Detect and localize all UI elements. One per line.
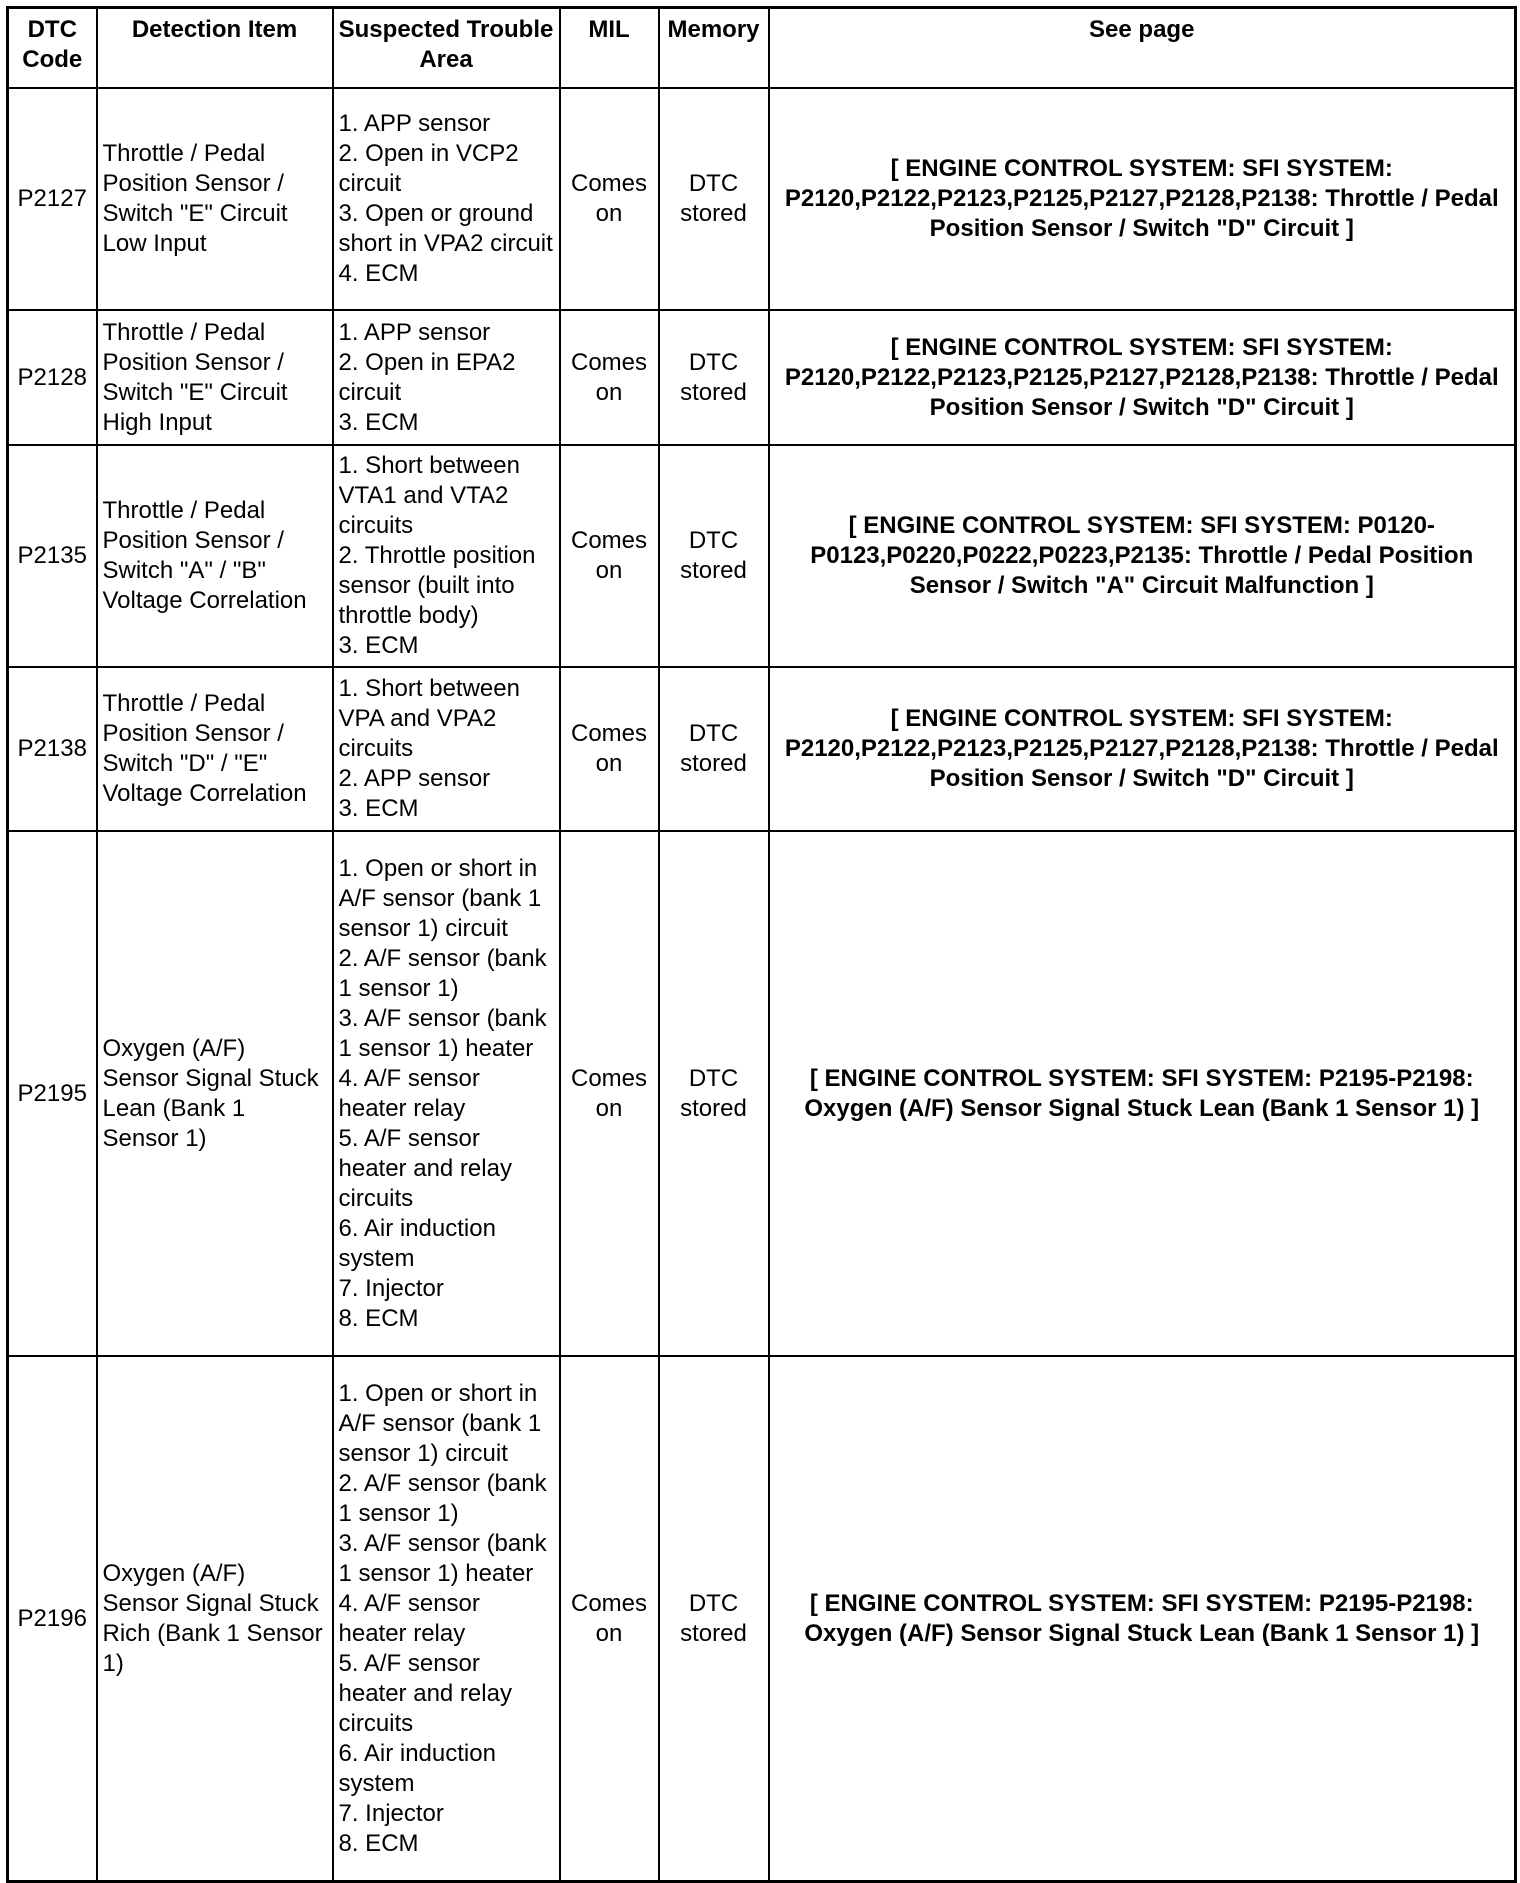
dtc-code-cell: P2195 [8,831,97,1356]
header-memory: Memory [659,8,769,89]
table-row [8,310,1516,445]
trouble-area-line: 3. ECM [338,632,419,659]
mil-cell: Comes on [560,88,659,310]
memory-cell: DTC stored [659,1356,769,1882]
header-see-page: See page [769,8,1516,89]
trouble-area-line: 1. Short between VPA and VPA2 circuits [338,675,520,762]
see-page-link[interactable]: [ ENGINE CONTROL SYSTEM: SFI SYSTEM: P2195-P2198: Oxygen (A/F) Sensor Signal Stuck Lean (Bank 1 Sensor 1) ] [769,831,1516,1356]
see-page-link[interactable]: [ ENGINE CONTROL SYSTEM: SFI SYSTEM: P0120-P0123,P0220,P0222,P0223,P2135: Throttle / Pedal Position Sensor / Switch "A" Circuit Malfunction ] [769,445,1516,667]
trouble-area-line: 7. Injector [338,1799,444,1827]
trouble-area-line: 8. ECM [338,1829,419,1857]
mil-cell: Comes on [560,831,659,1356]
see-page-link[interactable]: [ ENGINE CONTROL SYSTEM: SFI SYSTEM: P2195-P2198: Oxygen (A/F) Sensor Signal Stuck Lean (Bank 1 Sensor 1) ] [769,1356,1516,1882]
trouble-area-line: 4. ECM [338,260,419,287]
detection-item-cell: Throttle / Pedal Position Sensor / Switch "D" / "E" Voltage Correlation [97,667,333,831]
trouble-area-line: 2. APP sensor [338,765,491,792]
header-row [8,8,1516,89]
detection-item-cell: Throttle / Pedal Position Sensor / Switch "E" Circuit Low Input [97,88,333,310]
detection-item-cell: Throttle / Pedal Position Sensor / Switch "A" / "B" Voltage Correlation [97,445,333,667]
trouble-area-line: 3. ECM [338,408,419,436]
trouble-area-line: 1. APP sensor [338,318,491,346]
dtc-code-cell: P2196 [8,1356,97,1882]
memory-cell: DTC stored [659,310,769,445]
memory-cell: DTC stored [659,445,769,667]
memory-cell: DTC stored [659,831,769,1356]
trouble-area-line: 3. ECM [338,795,419,822]
trouble-area-line: 1. Open or short in A/F sensor (bank 1 sensor 1) circuit [338,854,542,942]
trouble-area-cell [333,831,560,1356]
trouble-area-line: 2. A/F sensor (bank 1 sensor 1) [338,944,547,1002]
dtc-table-container [6,6,1517,1883]
mil-cell: Comes on [560,310,659,445]
trouble-area-line: 3. Open or ground short in VPA2 circuit [338,200,553,257]
dtc-code-cell: P2138 [8,667,97,831]
detection-item-cell: Throttle / Pedal Position Sensor / Switch "E" Circuit High Input [97,310,333,445]
trouble-area-line: 2. Open in EPA2 circuit [338,348,516,406]
table-row [8,831,1516,1356]
trouble-area-line: 8. ECM [338,1304,419,1332]
trouble-area-cell [333,310,560,445]
trouble-area-line: 2. Throttle position sensor (built into throttle body) [338,542,536,629]
trouble-area-line: 6. Air induction system [338,1214,496,1272]
trouble-area-line: 1. APP sensor [338,110,491,137]
dtc-table [6,6,1517,1883]
detection-item-cell: Oxygen (A/F) Sensor Signal Stuck Rich (Bank 1 Sensor 1) [97,1356,333,1882]
trouble-area-line: 1. Short between VTA1 and VTA2 circuits [338,452,520,539]
memory-cell: DTC stored [659,88,769,310]
table-body [8,88,1516,1882]
trouble-area-line: 4. A/F sensor heater relay [338,1064,480,1122]
mil-cell: Comes on [560,1356,659,1882]
trouble-area-line: 1. Open or short in A/F sensor (bank 1 sensor 1) circuit [338,1379,542,1467]
header-detection-item: Detection Item [97,8,333,89]
trouble-area-line: 3. A/F sensor (bank 1 sensor 1) heater [338,1004,547,1062]
trouble-area-line: 5. A/F sensor heater and relay circuits [338,1124,512,1212]
table-row [8,1356,1516,1882]
trouble-area-line: 6. Air induction system [338,1739,496,1797]
table-header [8,8,1516,89]
table-row [8,445,1516,667]
detection-item-cell: Oxygen (A/F) Sensor Signal Stuck Lean (Bank 1 Sensor 1) [97,831,333,1356]
dtc-code-cell: P2135 [8,445,97,667]
see-page-link[interactable]: [ ENGINE CONTROL SYSTEM: SFI SYSTEM: P2120,P2122,P2123,P2125,P2127,P2128,P2138: Throttle / Pedal Position Sensor / Switch "D" Circuit ] [769,88,1516,310]
trouble-area-line: 5. A/F sensor heater and relay circuits [338,1649,512,1737]
mil-cell: Comes on [560,445,659,667]
trouble-area-cell [333,88,560,310]
trouble-area-line: 4. A/F sensor heater relay [338,1589,480,1647]
trouble-area-cell [333,1356,560,1882]
trouble-area-cell [333,667,560,831]
see-page-link[interactable]: [ ENGINE CONTROL SYSTEM: SFI SYSTEM: P2120,P2122,P2123,P2125,P2127,P2128,P2138: Throttle / Pedal Position Sensor / Switch "D" Circuit ] [769,667,1516,831]
trouble-area-line: 7. Injector [338,1274,444,1302]
mil-cell: Comes on [560,667,659,831]
trouble-area-line: 2. A/F sensor (bank 1 sensor 1) [338,1469,547,1527]
header-suspected-trouble-area: Suspected Trouble Area [333,8,560,89]
trouble-area-cell [333,445,560,667]
table-row [8,88,1516,310]
header-mil: MIL [560,8,659,89]
memory-cell: DTC stored [659,667,769,831]
table-row [8,667,1516,831]
dtc-code-cell: P2128 [8,310,97,445]
trouble-area-line: 2. Open in VCP2 circuit [338,140,519,197]
trouble-area-line: 3. A/F sensor (bank 1 sensor 1) heater [338,1529,547,1587]
dtc-code-cell: P2127 [8,88,97,310]
see-page-link[interactable]: [ ENGINE CONTROL SYSTEM: SFI SYSTEM: P2120,P2122,P2123,P2125,P2127,P2128,P2138: Throttle / Pedal Position Sensor / Switch "D" Circuit ] [769,310,1516,445]
header-dtc-code: DTC Code [8,8,97,89]
